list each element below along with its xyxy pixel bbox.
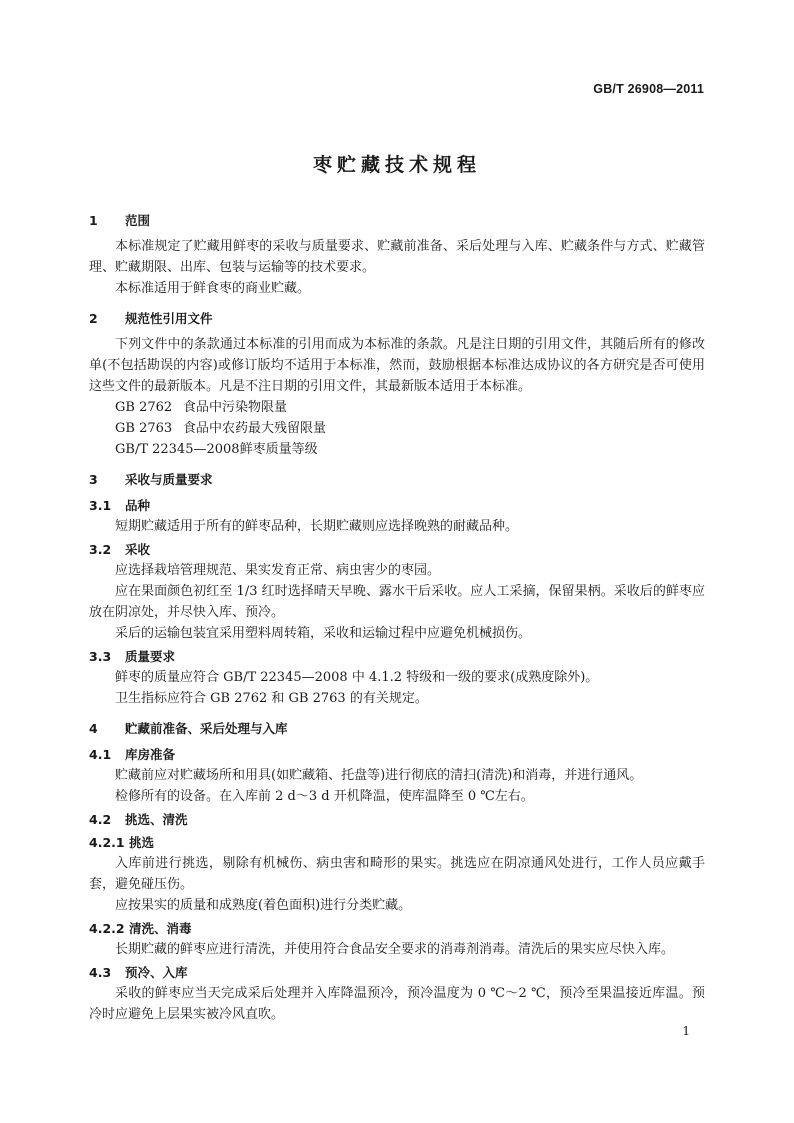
subsection-title: 清洗、消毒 [129,921,192,936]
paragraph: 应按果实的质量和成熟度(着色面积)进行分类贮藏。 [115,898,412,913]
subsection-number: 3.1 [89,498,112,513]
section-title: 规范性引用文件 [125,311,213,326]
subsection-number: 4.2.1 [89,835,125,850]
section-number: 4 [89,721,98,736]
section-title: 采收与质量要求 [125,472,213,487]
reference-item [89,418,705,439]
section-title: 范围 [125,213,151,228]
paragraph: 采后的运输包装宜采用塑料周转箱，采收和运输过程中应避免机械损伤。 [115,626,532,641]
section-title: 贮藏前准备、采后处理与入库 [125,721,288,736]
section-number: 3 [89,472,98,487]
reference-code: GB 2763 [115,421,173,436]
subsection-4-2-heading [89,809,705,830]
paragraph: 下列文件中的条款通过本标准的引用而成为本标准的条款。凡是注日期的引用文件，其随后所有的修改单(不包括勘误的内容)或修订版均不适用于本标准，然而，鼓励根据本标准达成协议的各方研究是否可使用这些文件的最新版本。凡是不注日期的引用文件，其最新版本适用于本标准。 [89,337,705,394]
paragraph: 入库前进行挑选，剔除有机械伤、病虫害和畸形的果实。挑选应在阴凉通风处进行，工作人员应戴手套，避免碰压伤。 [89,856,705,892]
reference-name: 食品中农药最大残留限量 [183,421,327,436]
paragraph: 检修所有的设备。在入库前 2 d～3 d 开机降温，使库温降至 0 ℃左右。 [115,789,534,804]
paragraph: 贮藏前应对贮藏场所和用具(如贮藏箱、托盘等)进行彻底的清扫(清洗)和消毒，并进行通风。 [115,768,643,783]
subsection-number: 4.2.2 [89,921,125,936]
subsection-4-1-heading [89,744,705,765]
subsection-number: 4.3 [89,965,112,980]
subsection-4-2-2-heading [89,918,705,939]
subsection-3-3-heading [89,646,705,667]
paragraph: 应选择栽培管理规范、果实发育正常、病虫害少的枣园。 [115,563,441,578]
paragraph: 应在果面颜色初红至 1/3 红时选择晴天早晚、露水干后采收。应人工采摘，保留果柄。采收后的鲜枣应放在阴凉处，并尽快入库、预冷。 [89,584,705,620]
section-3-heading [89,469,705,490]
reference-name: 鲜枣质量等级 [239,442,318,457]
page-number: 1 [682,1024,690,1038]
subsection-title: 挑选 [129,835,155,850]
subsection-title: 质量要求 [125,649,176,664]
subsection-title: 预冷、入库 [125,965,188,980]
document-body [89,210,705,1025]
reference-code: GB/T 22345—2008 [115,442,240,457]
subsection-number: 3.2 [89,542,112,557]
paragraph: 长期贮藏的鲜枣应进行清洗，并使用符合食品安全要求的消毒剂消毒。清洗后的果实应尽快入库。 [115,942,675,957]
subsection-4-3-heading [89,962,705,983]
subsection-title: 库房准备 [125,747,176,762]
document-title: 枣贮藏技术规程 [312,154,481,176]
section-4-heading [89,718,705,739]
paragraph: 短期贮藏适用于所有的鲜枣品种，长期贮藏则应选择晚熟的耐藏品种。 [115,519,519,534]
section-2-heading [89,308,705,329]
subsection-number: 3.3 [89,649,112,664]
paragraph: 本标准适用于鲜食枣的商业贮藏。 [115,281,311,296]
section-number: 2 [89,311,98,326]
paragraph: 本标准规定了贮藏用鲜枣的采收与质量要求、贮藏前准备、采后处理与入库、贮藏条件与方式、贮藏管理、贮藏期限、出库、包装与运输等的技术要求。 [89,239,705,275]
subsection-4-2-1-heading [89,832,705,853]
standard-code: GB/T 26908—2011 [593,82,704,96]
subsection-title: 挑选、清洗 [125,812,188,827]
subsection-number: 4.1 [89,747,112,762]
reference-item [89,397,705,418]
subsection-number: 4.2 [89,812,112,827]
subsection-title: 品种 [125,498,151,513]
paragraph: 卫生指标应符合 GB 2762 和 GB 2763 的有关规定。 [115,691,428,706]
reference-code: GB 2762 [115,400,173,415]
subsection-3-1-heading [89,495,705,516]
section-number: 1 [89,213,98,228]
subsection-title: 采收 [125,542,151,557]
paragraph: 鲜枣的质量应符合 GB/T 22345—2008 中 4.1.2 特级和一级的要求(成熟度除外)。 [115,670,599,685]
reference-item [89,439,705,460]
paragraph: 采收的鲜枣应当天完成采后处理并入库降温预冷，预冷温度为 0 ℃～2 ℃，预冷至果温接近库温。预冷时应避免上层果实被冷风直吹。 [89,986,705,1022]
subsection-3-2-heading [89,539,705,560]
section-1-heading [89,210,705,231]
reference-name: 食品中污染物限量 [183,400,288,415]
